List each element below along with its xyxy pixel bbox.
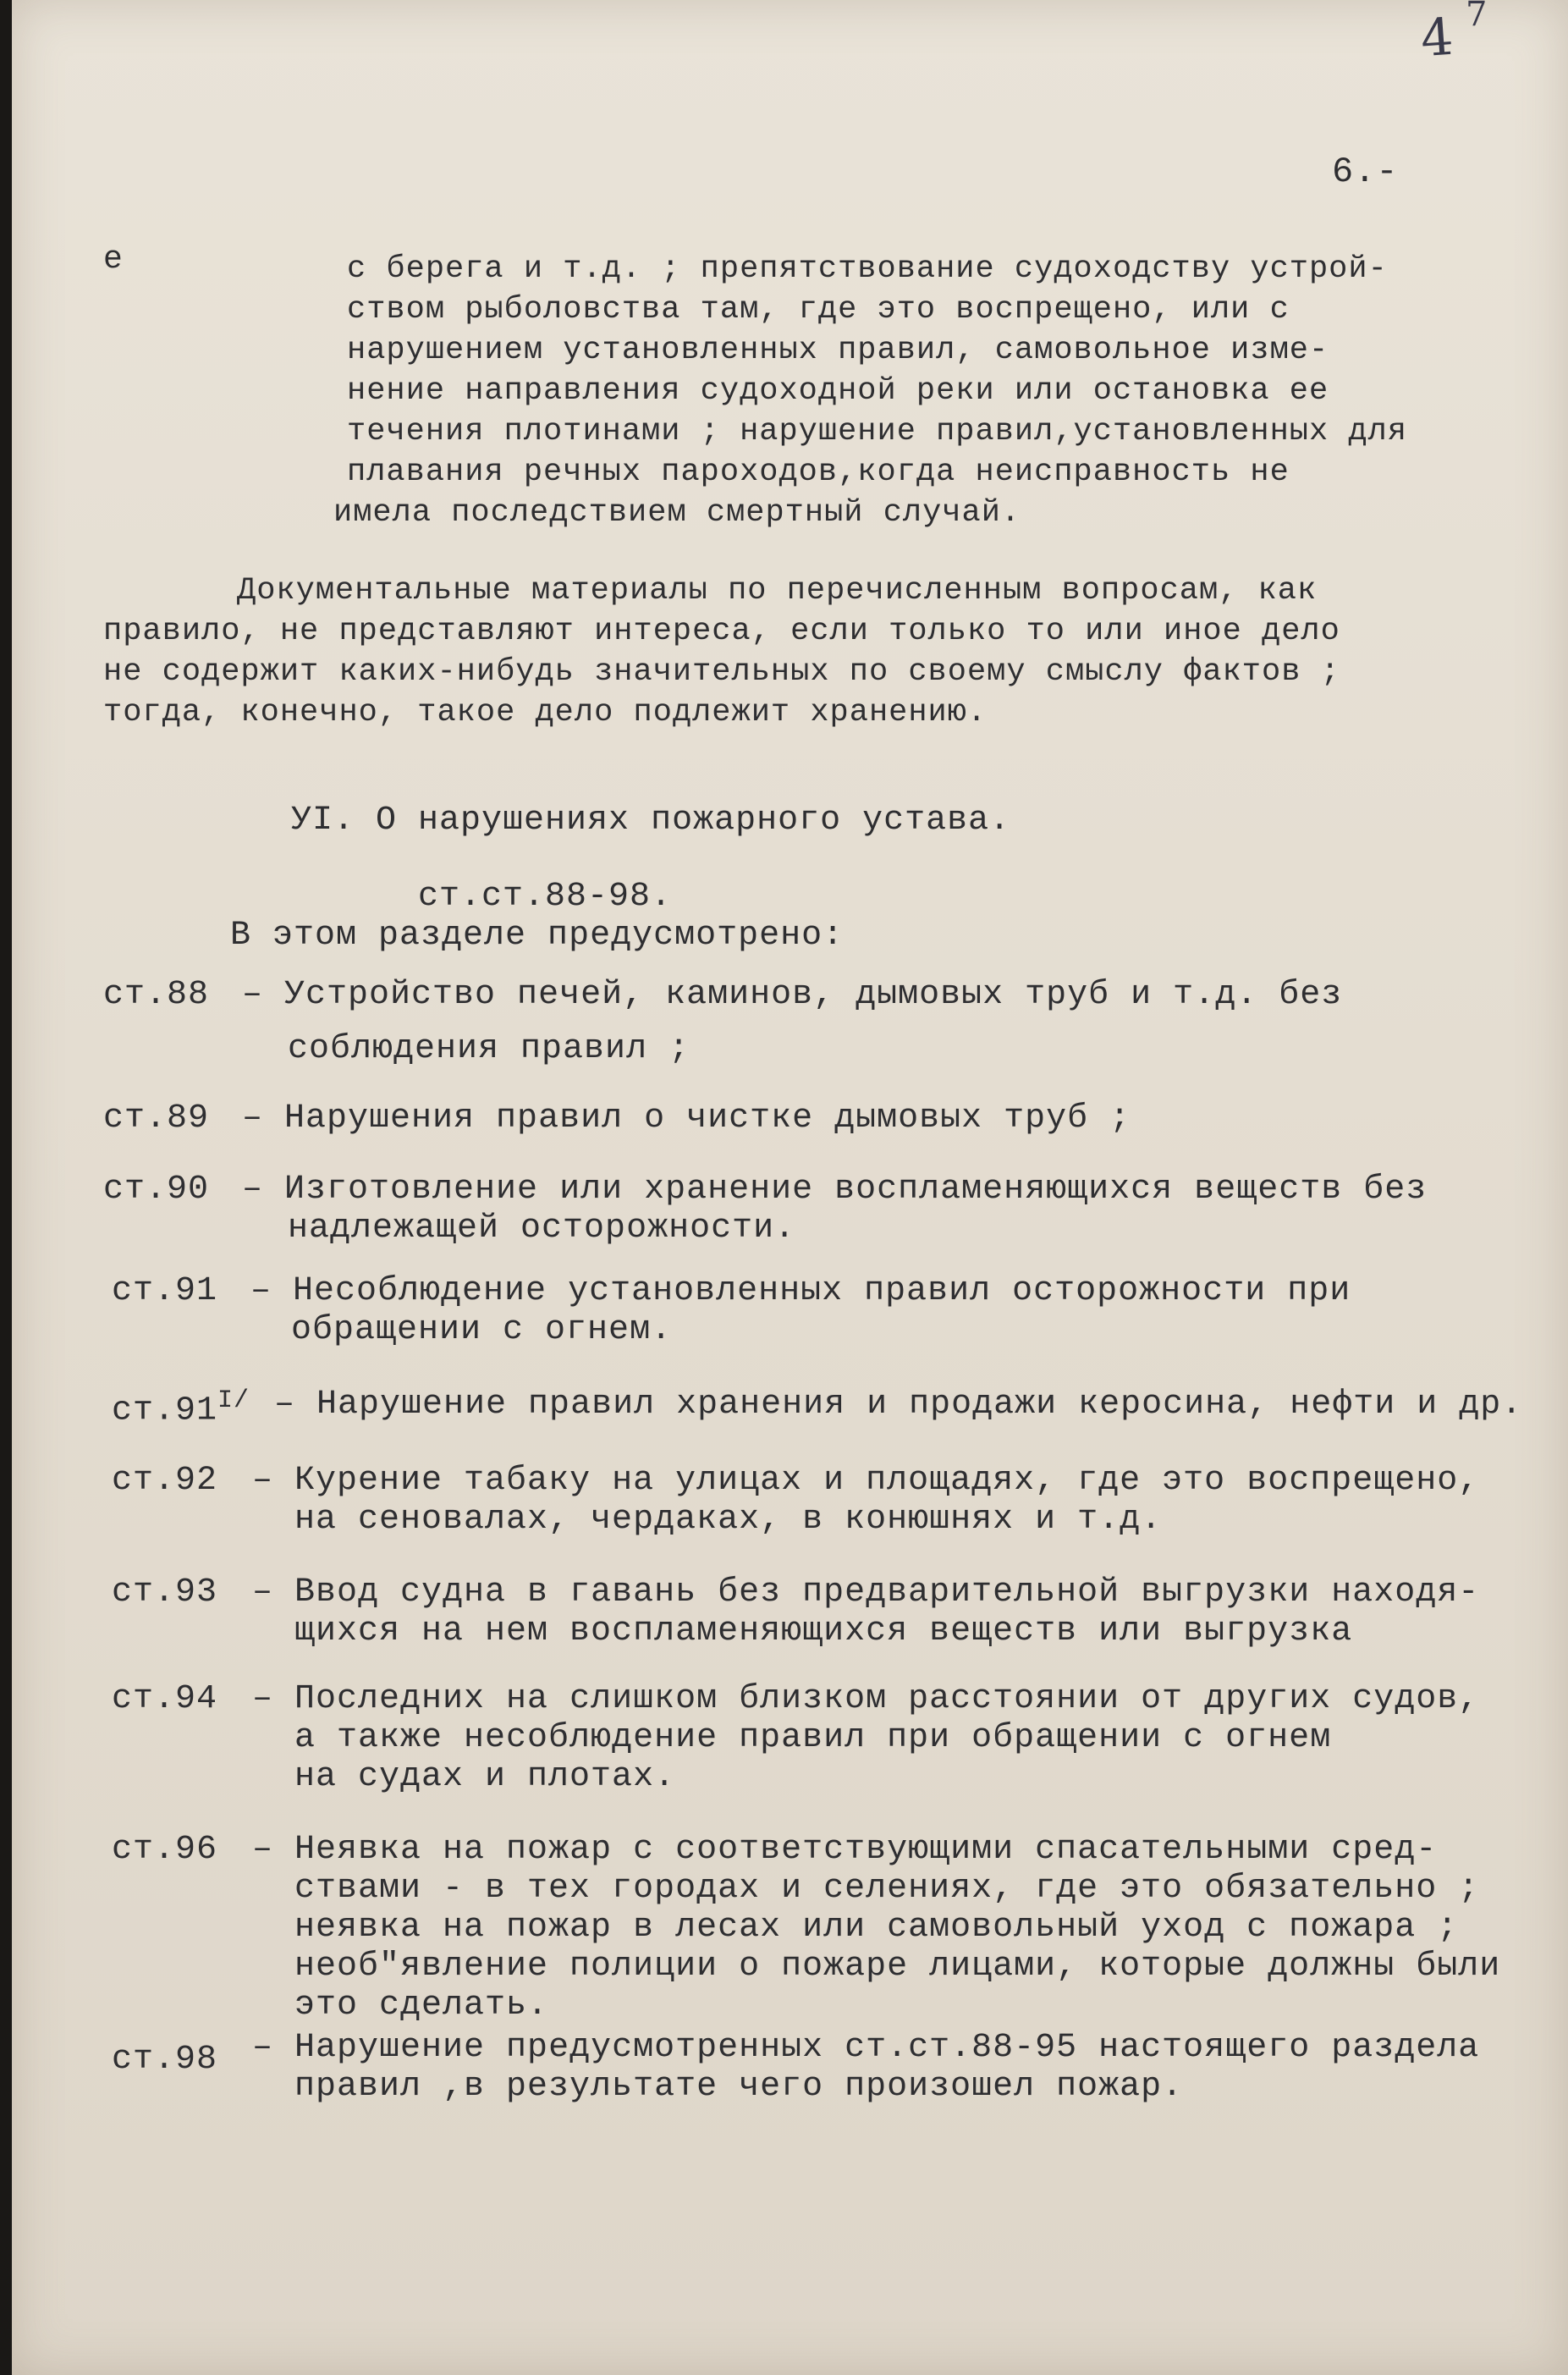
article-line: на сеновалах, чердаках, в конюшнях и т.д.: [294, 1501, 1163, 1539]
article-line: Нарушение предусмотренных ст.ст.88-95 настоящего раздела: [294, 2029, 1480, 2067]
intro-line: нарушением установленных правил, самовольное изме-: [347, 333, 1329, 368]
article-line: Нарушение правил хранения и продажи керосина, нефти и др.: [316, 1386, 1523, 1424]
intro-line: с берега и т.д. ; препятствование судоходству устрой-: [347, 251, 1388, 287]
article-number: ст.94: [112, 1680, 218, 1718]
intro-line: имела последствием смертный случай.: [333, 495, 1021, 531]
article-line: соблюдения правил ;: [288, 1030, 690, 1068]
article-text: – Ввод судна в гавань без предварительной выгрузки находя-: [252, 1573, 1480, 1612]
section-intro: В этом разделе предусмотрено:: [230, 917, 845, 955]
article-number: ст.88: [103, 976, 210, 1014]
article-text: – Изготовление или хранение воспламеняющихся веществ без: [242, 1171, 1428, 1209]
article-line: Последних на слишком близком расстоянии от других судов,: [294, 1680, 1480, 1718]
intro-line: ством рыболовства там, где это воспрещено, или с: [347, 292, 1290, 328]
article-text: – Неявка на пожар с соответствующими спасательными сред-: [252, 1831, 1438, 1869]
article-text: – Несоблюдение установленных правил осторожности при: [250, 1272, 1351, 1310]
intro-line: плавания речных пароходов,когда неисправность не: [347, 455, 1290, 490]
archive-sheet-number-lower: 4: [1418, 7, 1455, 69]
article-number: [112, 1388, 250, 1428]
intro-line: нение направления судоходной реки или остановка ее: [347, 373, 1329, 409]
article-line: Ввод судна в гавань без предварительной выгрузки находя-: [294, 1573, 1480, 1612]
article-line: Устройство печей, каминов, дымовых труб и т.д. без: [284, 976, 1343, 1014]
article-line: надлежащей осторожности.: [288, 1210, 796, 1248]
paragraph-line: не содержит каких-нибудь значительных по своему смыслу фактов ;: [103, 654, 1340, 690]
article-line: Изготовление или хранение воспламеняющихся веществ без: [284, 1171, 1428, 1209]
page-number: 6.-: [1332, 152, 1399, 192]
paragraph-line: правило, не представляют интереса, если только то или иное дело: [103, 614, 1340, 649]
article-line: щихся на нем воспламеняющихся веществ или выгрузка: [294, 1612, 1353, 1650]
article-line: на судах и плотах.: [294, 1758, 676, 1796]
paragraph-line: Документальные материалы по перечисленным вопросам, как: [237, 573, 1318, 609]
article-number: ст.96: [112, 1831, 218, 1869]
article-number: ст.98: [112, 2041, 218, 2079]
article-superscript: I/: [217, 1386, 250, 1415]
article-line: Курение табаку на улицах и площадях, где это воспрещено,: [294, 1462, 1480, 1500]
article-number-text: ст.91: [112, 1391, 218, 1430]
article-text: – Курение табаку на улицах и площадях, где это воспрещено,: [252, 1462, 1480, 1500]
article-text: – Нарушения правил о чистке дымовых труб ;: [242, 1099, 1131, 1138]
document-page: [12, 0, 1568, 2375]
article-number: ст.92: [112, 1462, 218, 1500]
section-articles-range: ст.ст.88-98.: [418, 878, 673, 916]
margin-mark: е: [103, 241, 124, 278]
article-line: а также несоблюдение правил при обращении с огнем: [294, 1719, 1332, 1757]
article-line: Неявка на пожар с соответствующими спасательными сред-: [294, 1831, 1438, 1869]
article-number: ст.93: [112, 1573, 218, 1612]
article-line: это сделать.: [294, 1987, 549, 2025]
article-line: правил ,в результате чего произошел пожар.: [294, 2068, 1184, 2106]
article-line: необ"явление полиции о пожаре лицами, которые должны были: [294, 1948, 1501, 1986]
article-text: – Нарушение предусмотренных ст.ст.88-95 настоящего раздела: [252, 2029, 1480, 2067]
article-line: ствами - в тех городах и селениях, где это обязательно ;: [294, 1870, 1480, 1908]
archive-sheet-number-upper: 7: [1466, 0, 1488, 34]
paragraph-line: тогда, конечно, такое дело подлежит хранению.: [103, 695, 988, 730]
article-number: ст.90: [103, 1171, 210, 1209]
article-line: Несоблюдение установленных правил осторожности при: [293, 1272, 1351, 1310]
section-title: УI. О нарушениях пожарного устава.: [291, 802, 1011, 840]
article-line: обращении с огнем.: [291, 1311, 673, 1349]
article-text: – Последних на слишком близком расстоянии от других судов,: [252, 1680, 1480, 1718]
article-number: ст.91: [112, 1272, 218, 1310]
article-line: Нарушения правил о чистке дымовых труб ;: [284, 1099, 1131, 1138]
article-number: ст.89: [103, 1099, 210, 1138]
article-line: неявка на пожар в лесах или самовольный уход с пожара ;: [294, 1909, 1459, 1947]
intro-line: течения плотинами ; нарушение правил,установленных для: [347, 414, 1407, 449]
article-text: – Нарушение правил хранения и продажи керосина, нефти и др.: [274, 1386, 1523, 1424]
article-text: – Устройство печей, каминов, дымовых труб и т.д. без: [242, 976, 1343, 1014]
